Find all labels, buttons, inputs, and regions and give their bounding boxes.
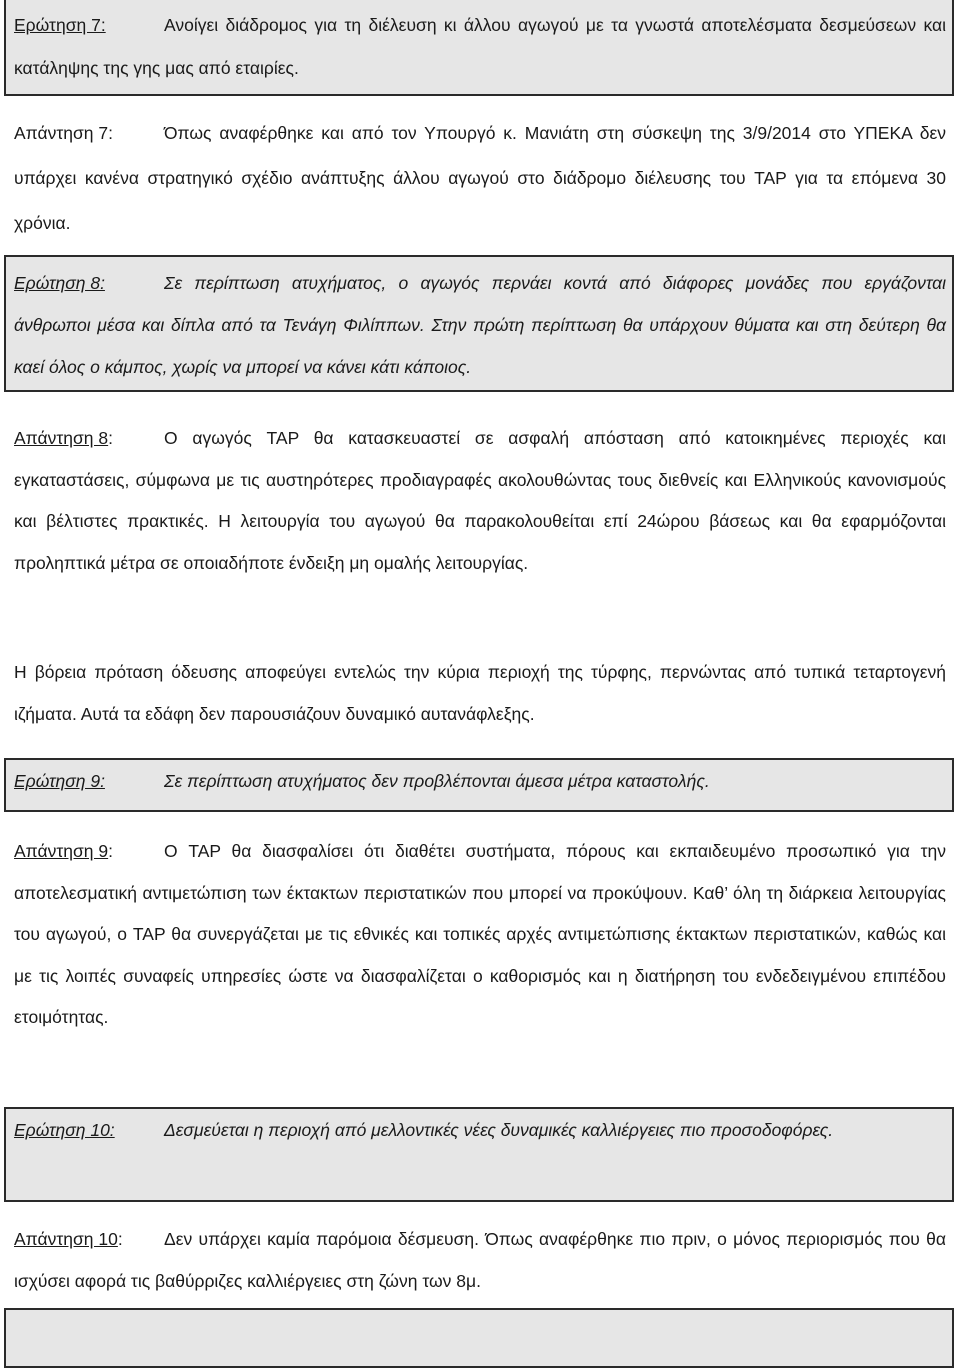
answer-8 (14, 418, 946, 584)
question-7 (14, 4, 946, 90)
question-8 (14, 262, 946, 388)
answer-8-label: Απάντηση 8 (14, 428, 109, 448)
answer-10-label: Απάντηση 10 (14, 1229, 118, 1249)
question-9-text: Σε περίπτωση ατυχήματος δεν προβλέπονται άμεσα μέτρα καταστολής. (164, 771, 710, 791)
question-7-text: Ανοίγει διάδρομος για τη διέλευση κι άλλου αγωγού με τα γνωστά αποτελέσματα δεσμεύσεων και κατάληψης της γης μας από εταιρίες. (14, 15, 946, 78)
answer-7 (14, 111, 946, 246)
answer-9 (14, 831, 946, 1039)
answer-8-text-2: Η βόρεια πρόταση όδευσης αποφεύγει εντελώς την κύρια περιοχή της τύρφης, περνώντας από τυπικά τεταρτογενή ιζήματα. Αυτά τα εδάφη δεν παρουσιάζουν δυναμικό αυτανάφλεξης. (14, 662, 946, 724)
question-9-label: Ερώτηση 9: (14, 771, 105, 791)
answer-8-colon: : (108, 428, 114, 448)
answer-7-label: Απάντηση 7: (14, 123, 114, 143)
question-7-label: Ερώτηση 7: (14, 15, 106, 35)
question-10-text: Δεσμεύεται η περιοχή από μελλοντικές νέες δυναμικές καλλιέργειες πιο προσοδοφόρες. (164, 1120, 834, 1140)
answer-10 (14, 1218, 946, 1302)
question-8-text: Σε περίπτωση ατυχήματος, ο αγωγός περνάει κοντά από διάφορες μονάδες που εργάζονται άνθρωποι μέσα και δίπλα από τα Τενάγη Φιλίππων. Στην πρώτη περίπτωση θα υπάρχουν θύματα και στη δεύτερη θα καεί όλος ο κάμπος, χωρίς να μπορεί να κάνει κάτι κάποιος. (14, 273, 946, 377)
answer-10-text: Δεν υπάρχει καμία παρόμοια δέσμευση. Όπως αναφέρθηκε πιο πριν, ο μόνος περιορισμός που θα ισχύσει αφορά τις βαθύρριζες καλλιέργειες στη ζώνη των 8μ. (14, 1229, 946, 1291)
question-8-label: Ερώτηση 8: (14, 273, 105, 293)
answer-8-paragraph-2 (14, 651, 946, 735)
question-10 (14, 1110, 946, 1150)
question-10-label: Ερώτηση 10: (14, 1120, 115, 1140)
next-question-box (4, 1308, 954, 1368)
question-9 (14, 766, 946, 796)
answer-8-text: Ο αγωγός TAP θα κατασκευαστεί σε ασφαλή απόσταση από κατοικημένες περιοχές και εγκαταστάσεις, σύμφωνα με τις αυστηρότερες προδιαγραφές ακολουθώντας τους διεθνείς και Ελληνικούς κανονισμούς και βέλτιστες πρακτικές. Η λειτουργία του αγωγού θα παρακολουθείται επί 24ώρου βάσεως και θα εφαρμόζονται προληπτικά μέτρα σε οποιαδήποτε ένδειξη μη ομαλής λειτουργίας. (14, 428, 946, 573)
answer-7-text: Όπως αναφέρθηκε και από τον Υπουργό κ. Μανιάτη στη σύσκεψη της 3/9/2014 στο ΥΠΕΚΑ δεν υπάρχει κανένα στρατηγικό σχέδιο ανάπτυξης άλλου αγωγού στο διάδρομο διέλευσης του TAP για τα επόμενα 30 χρόνια. (14, 123, 946, 233)
answer-10-colon: : (117, 1229, 123, 1249)
answer-9-colon: : (108, 841, 114, 861)
answer-9-text: Ο TAP θα διασφαλίσει ότι διαθέτει συστήματα, πόρους και εκπαιδευμένο προσωπικό για την αποτελεσματική αντιμετώπιση των έκτακτων περιστατικών που μπορεί να προκύψουν. Καθ’ όλη τη διάρκεια λειτουργίας του αγωγού, ο TAP θα συνεργάζεται με τις εθνικές και τοπικές αρχές αντιμετώπισης έκτακτων περιστατικών, καθώς και με τις λοιπές συναφείς υπηρεσίες ώστε να διασφαλίζεται ο καθορισμός και η διατήρηση του ενδεδειγμένου επιπέδου ετοιμότητας. (14, 841, 946, 1027)
answer-9-label: Απάντηση 9 (14, 841, 109, 861)
